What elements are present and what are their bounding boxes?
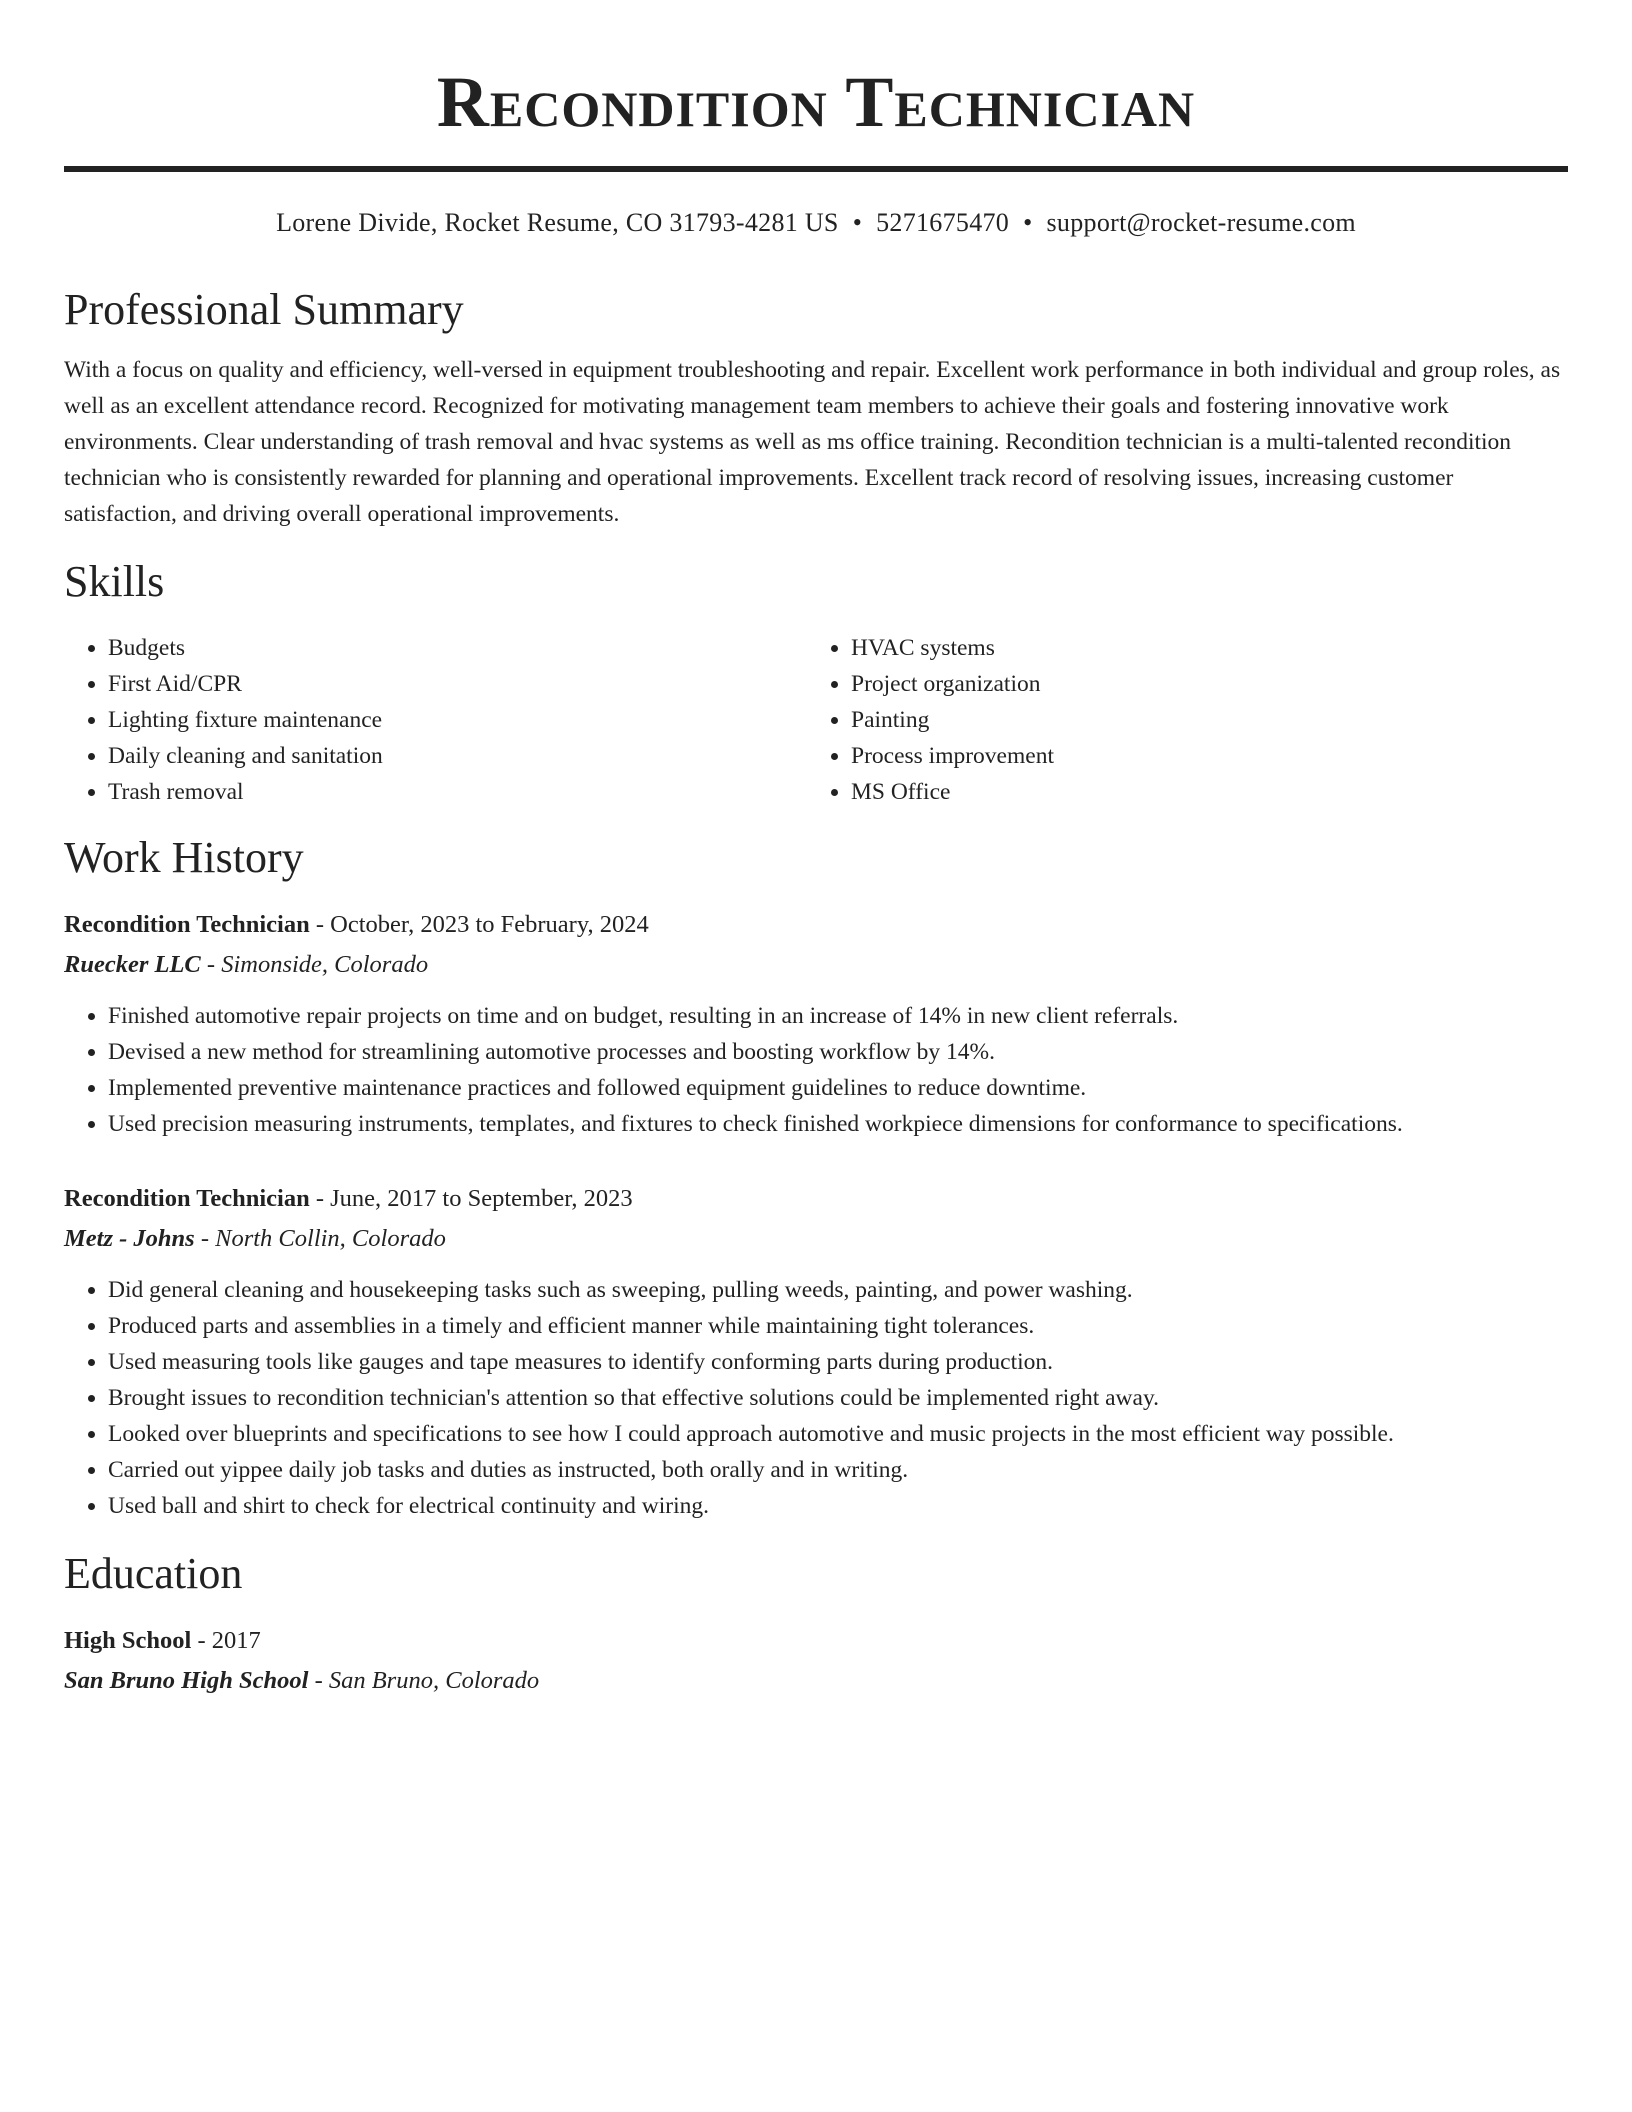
summary-section: [64, 282, 1568, 532]
summary-text: With a focus on quality and efficiency, well-versed in equipment troubleshooting and repair. Excellent work performance in both individual and group roles, as well as an excellent attendance record. Recognized for motivating management team members to achieve their goals and fostering innovative work environments. Clear understanding of trash removal and hvac systems as well as ms office training. Recondition technician is a multi-talented recondition technician who is consistently rewarded for planning and operational improvements. Excellent track record of resolving issues, increasing customer satisfaction, and driving overall operational improvements.: [64, 357, 1561, 527]
skill-item: • First Aid/CPR: [108, 666, 807, 702]
job-dates: - October, 2023 to February, 2024: [309, 911, 649, 938]
skills-heading: Skills: [64, 557, 165, 606]
skill-item: • Budgets: [108, 630, 807, 666]
education-degree: High School: [64, 1627, 192, 1654]
job-location: - Simonside, Colorado: [200, 951, 429, 978]
job-company: Metz - Johns: [64, 1225, 195, 1252]
summary-heading: Professional Summary: [64, 285, 464, 334]
skill-item: • MS Office: [851, 774, 1550, 810]
skills-grid: [64, 630, 1568, 810]
resume-title: Recondition Technician: [436, 62, 1196, 142]
education-degree-line: [64, 1622, 1568, 1660]
job-company: Ruecker LLC: [64, 951, 201, 978]
education-school-line: [64, 1662, 1568, 1700]
skill-item: • Process improvement: [851, 738, 1550, 774]
skills-list-left: [64, 630, 807, 810]
contact-separator: •: [852, 208, 863, 237]
job-bullet: • Brought issues to recondition technician's attention so that effective solutions could be implemented right away.: [108, 1380, 1568, 1416]
job-dates: - June, 2017 to September, 2023: [309, 1185, 633, 1212]
job-bullet: • Used ball and shirt to check for electrical continuity and wiring.: [108, 1488, 1568, 1524]
skill-item: • Painting: [851, 702, 1550, 738]
education-entry: [64, 1622, 1568, 1700]
job-bullet: • Looked over blueprints and specifications to see how I could approach automotive and music projects in the most efficient way possible.: [108, 1416, 1568, 1452]
contact-separator: •: [1023, 208, 1033, 237]
job-bullet: • Implemented preventive maintenance practices and followed equipment guidelines to reduce downtime.: [108, 1070, 1568, 1106]
skills-section: [64, 554, 1568, 810]
job-company-line: [64, 946, 1568, 984]
job-bullet: • Produced parts and assemblies in a timely and efficient manner while maintaining tight tolerances.: [108, 1308, 1568, 1344]
job-bullet: • Carried out yippee daily job tasks and duties as instructed, both orally and in writing.: [108, 1452, 1568, 1488]
skills-list-right: [807, 630, 1550, 810]
job-role: Recondition Technician: [64, 1185, 310, 1212]
education-heading: Education: [64, 1549, 243, 1598]
job-role: Recondition Technician: [64, 911, 310, 938]
job-entry: [64, 1180, 1568, 1524]
work-history-heading: Work History: [64, 833, 304, 882]
education-school: San Bruno High School: [64, 1667, 309, 1694]
education-year: - 2017: [191, 1627, 261, 1654]
job-bullet: • Did general cleaning and housekeeping tasks such as sweeping, pulling weeds, painting, and power washing.: [108, 1272, 1568, 1308]
job-company-line: [64, 1220, 1568, 1258]
job-bullet: • Finished automotive repair projects on time and on budget, resulting in an increase of 14% in new client referrals.: [108, 998, 1568, 1034]
contact-address: Lorene Divide, Rocket Resume, CO 31793-4281 US: [276, 208, 839, 237]
job-title-line: [64, 1180, 1568, 1218]
skill-item: • Trash removal: [108, 774, 807, 810]
job-bullets: [64, 998, 1568, 1142]
skill-item: • Lighting fixture maintenance: [108, 702, 807, 738]
work-history-section: [64, 830, 1568, 1524]
job-bullet: • Used precision measuring instruments, templates, and fixtures to check finished workpiece dimensions for conformance to specifications.: [108, 1106, 1568, 1142]
skill-item: • Daily cleaning and sanitation: [108, 738, 807, 774]
title-divider: [64, 166, 1568, 172]
job-title-line: [64, 906, 1568, 944]
job-bullet: • Used measuring tools like gauges and tape measures to identify conforming parts during production.: [108, 1344, 1568, 1380]
job-bullets: [64, 1272, 1568, 1524]
job-entry: [64, 906, 1568, 1142]
skill-item: • Project organization: [851, 666, 1550, 702]
education-location: - San Bruno, Colorado: [308, 1667, 540, 1694]
contact-email: support@rocket-resume.com: [1046, 208, 1356, 237]
skill-item: • HVAC systems: [851, 630, 1550, 666]
contact-line: [64, 206, 1568, 240]
contact-phone: 5271675470: [876, 208, 1010, 237]
job-bullet: • Devised a new method for streamlining automotive processes and boosting workflow by 14%.: [108, 1034, 1568, 1070]
education-section: [64, 1546, 1568, 1700]
job-location: - North Collin, Colorado: [194, 1225, 446, 1252]
